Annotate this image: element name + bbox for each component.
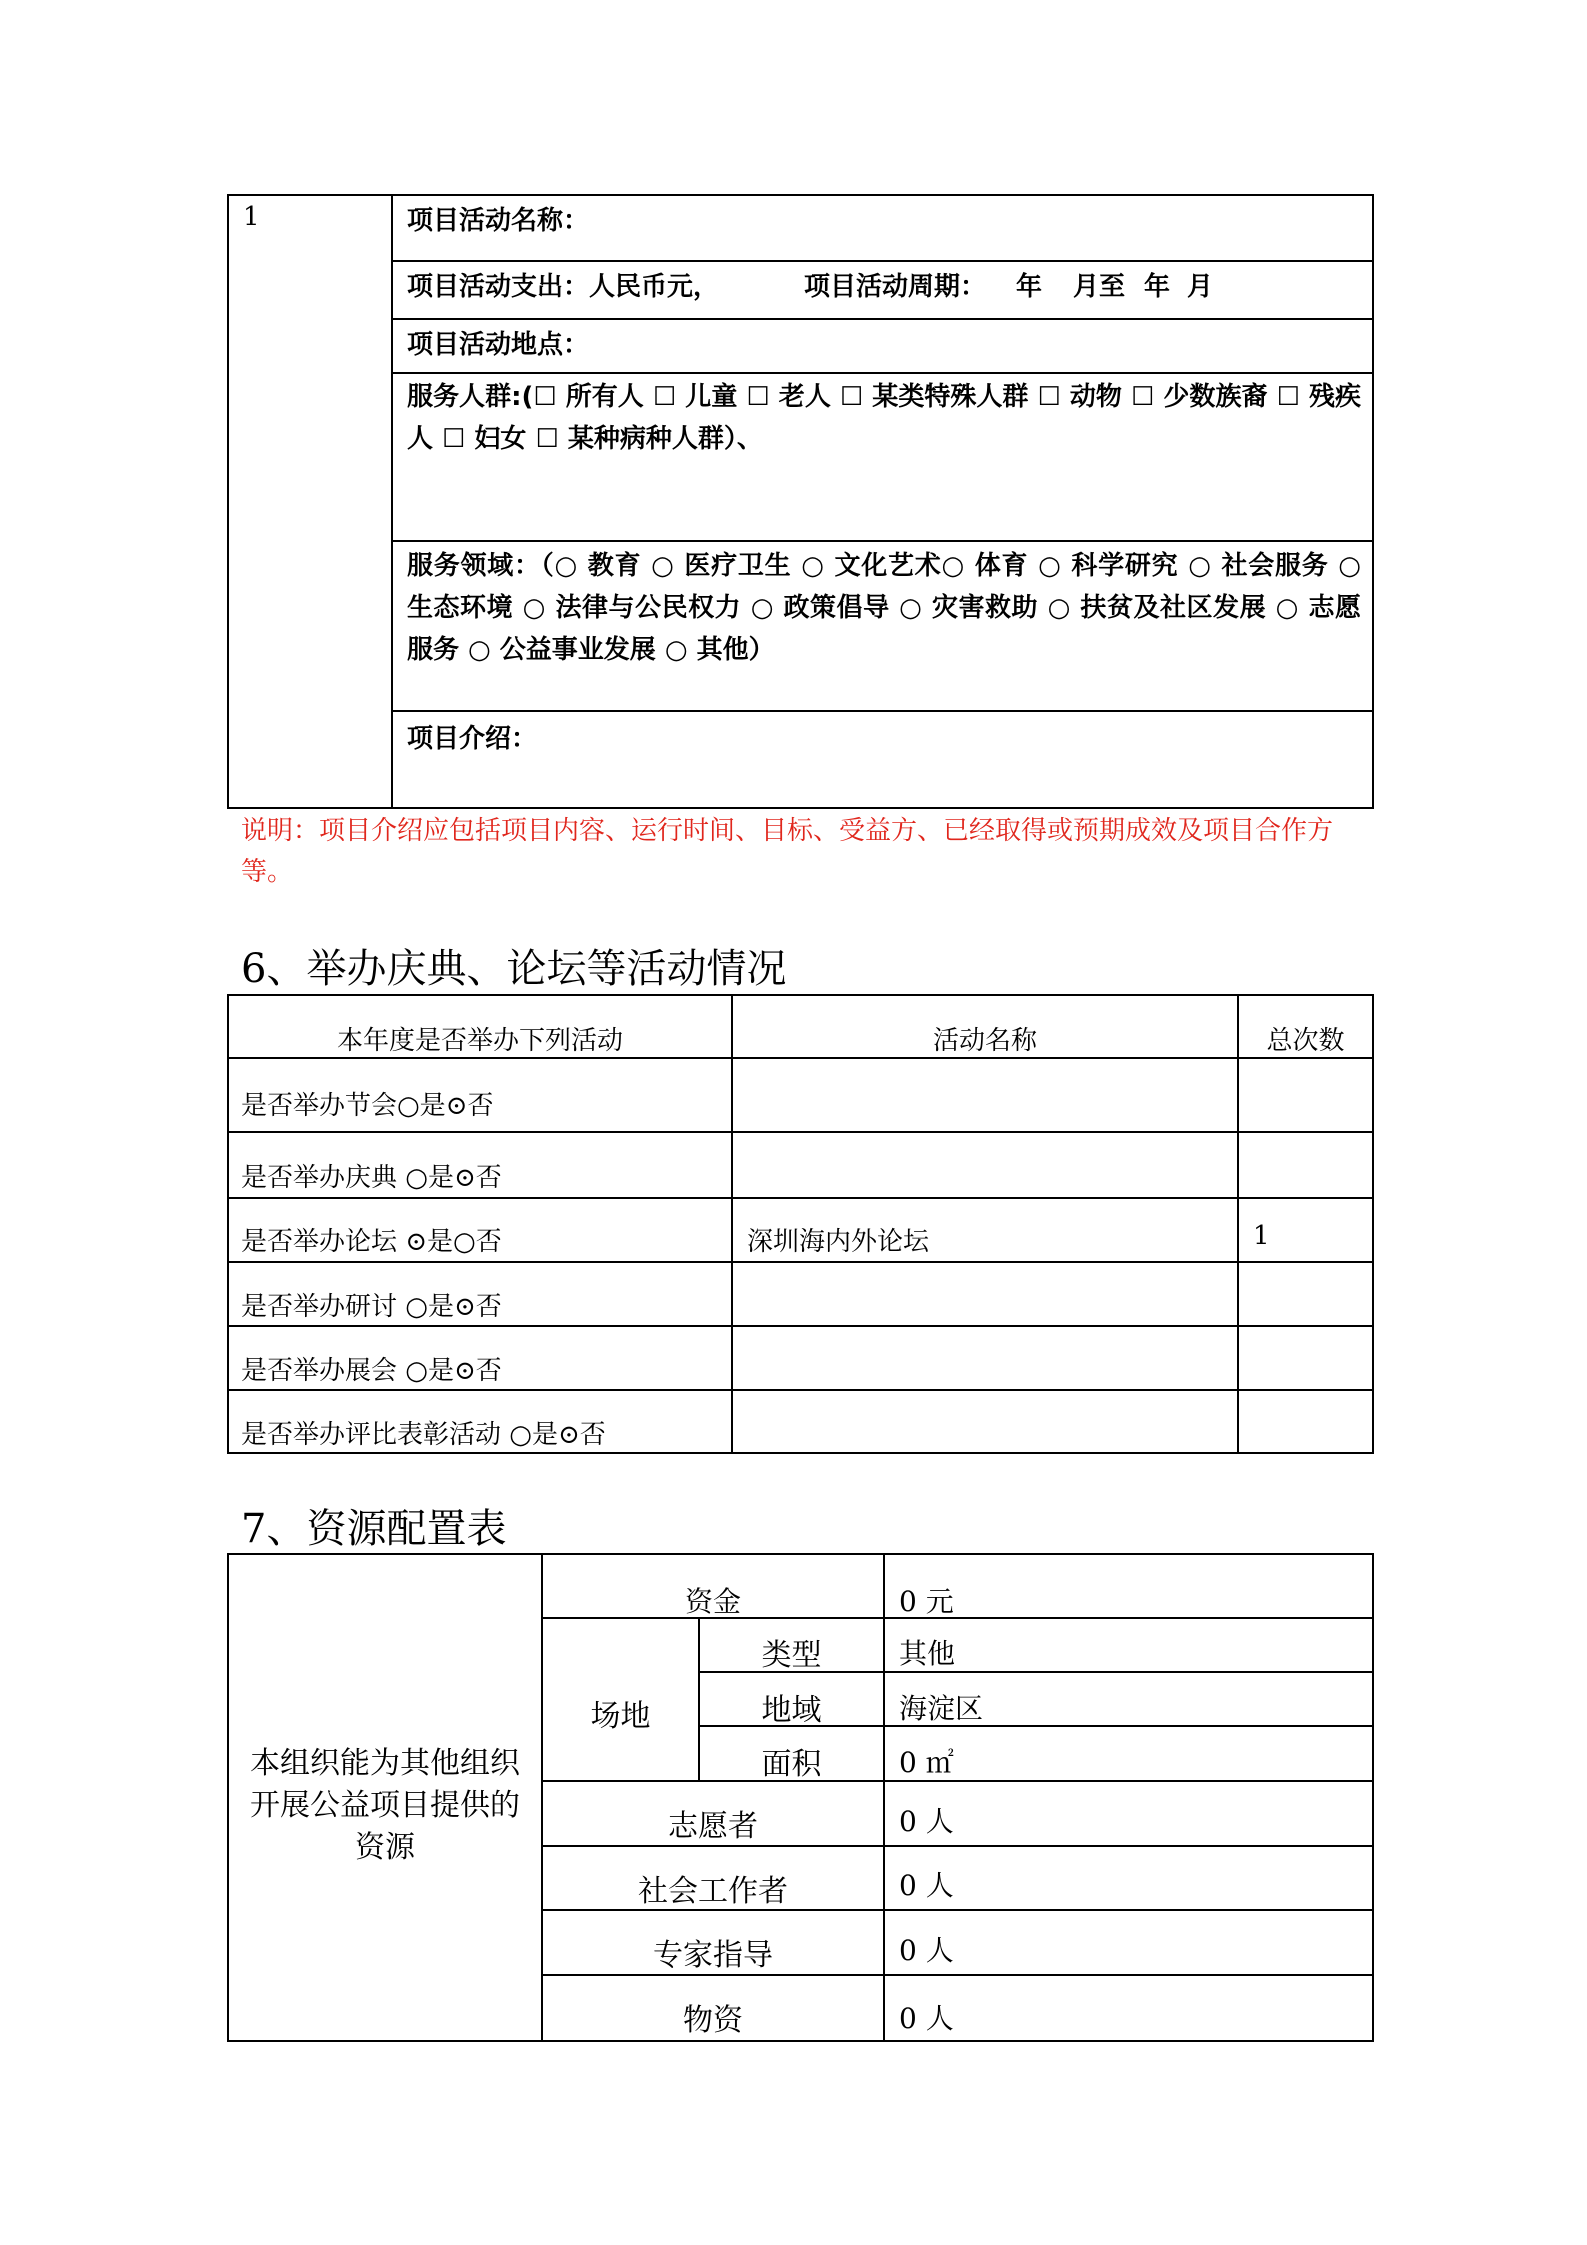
venue-area-label: 面积 bbox=[761, 1747, 822, 1782]
project-name-label: 项目活动名称： bbox=[407, 206, 590, 236]
header-activity-name: 活动名称 bbox=[932, 1026, 1037, 1056]
funds-value: 0 元 bbox=[899, 1585, 954, 1618]
volunteers-value: 0 人 bbox=[899, 1805, 954, 1838]
venue-type-value: 其他 bbox=[899, 1637, 956, 1670]
project-intro-label: 项目介绍： bbox=[407, 724, 538, 754]
row-forum-question: 是否举办论坛 ⊙是○否 bbox=[241, 1227, 502, 1257]
experts-label: 专家指导 bbox=[653, 1938, 773, 1973]
project-intro-note: 说明：项目介绍应包括项目内容、运行时间、目标、受益方、已经取得或预期成效及项目合作方等。 bbox=[241, 816, 1334, 887]
venue-region-value: 海淀区 bbox=[899, 1692, 984, 1725]
row-forum-count: 1 bbox=[1253, 1221, 1270, 1251]
project-index: 1 bbox=[243, 202, 260, 232]
volunteers-label: 志愿者 bbox=[668, 1809, 758, 1844]
funds-label: 资金 bbox=[684, 1585, 741, 1618]
project-expense-label: 项目活动支出：人民币元， bbox=[407, 272, 720, 302]
experts-value: 0 人 bbox=[899, 1934, 954, 1967]
period-year-1: 年 bbox=[1016, 272, 1043, 302]
header-total-count: 总次数 bbox=[1266, 1026, 1345, 1056]
period-month-to: 月至 bbox=[1073, 272, 1126, 302]
service-group-options: 服务人群:(☐ 所有人 ☐ 儿童 ☐ 老人 ☐ 某类特殊人群 ☐ 动物 ☐ 少数族裔 ☐ 残疾人 ☐ 妇女 ☐ 某种病种人群）、 bbox=[407, 382, 1361, 454]
section-7-title: 7、资源配置表 bbox=[241, 1506, 507, 1552]
venue-region-label: 地域 bbox=[761, 1693, 822, 1728]
header-activity-question: 本年度是否举办下列活动 bbox=[336, 1026, 623, 1056]
service-field-options: 服务领域：（○ 教育 ○ 医疗卫生 ○ 文化艺术○ 体育 ○ 科学研究 ○ 社会服务 ○ 生态环境 ○ 法律与公民权力 ○ 政策倡导 ○ 灾害救助 ○ 扶贫及社区发展 ○ 志愿服务 ○ 公益事业发展 ○ 其他） bbox=[407, 551, 1361, 665]
period-year-2: 年 bbox=[1144, 272, 1171, 302]
materials-value: 0 人 bbox=[899, 2002, 954, 2035]
materials-label: 物资 bbox=[683, 2003, 743, 2038]
project-location-label: 项目活动地点： bbox=[407, 330, 590, 360]
venue-label: 场地 bbox=[590, 1699, 651, 1734]
project-period-label: 项目活动周期： bbox=[804, 272, 987, 302]
period-month: 月 bbox=[1187, 272, 1214, 302]
row-festival-question: 是否举办节会○是⊙否 bbox=[241, 1091, 494, 1121]
row-seminar-question: 是否举办研讨 ○是⊙否 bbox=[241, 1292, 502, 1322]
section-6-title: 6、举办庆典、论坛等活动情况 bbox=[241, 946, 787, 992]
row-forum-name: 深圳海内外论坛 bbox=[747, 1227, 930, 1257]
social-workers-value: 0 人 bbox=[899, 1869, 954, 1902]
venue-type-label: 类型 bbox=[761, 1638, 822, 1673]
venue-area-value: 0 ㎡ bbox=[899, 1746, 954, 1779]
social-workers-label: 社会工作者 bbox=[638, 1874, 788, 1909]
row-exhibition-question: 是否举办展会 ○是⊙否 bbox=[241, 1356, 502, 1386]
row-celebration-question: 是否举办庆典 ○是⊙否 bbox=[241, 1163, 502, 1193]
resource-left-label: 本组织能为其他组织开展公益项目提供的资源 bbox=[250, 1746, 520, 1865]
row-award-question: 是否举办评比表彰活动 ○是⊙否 bbox=[241, 1420, 606, 1450]
